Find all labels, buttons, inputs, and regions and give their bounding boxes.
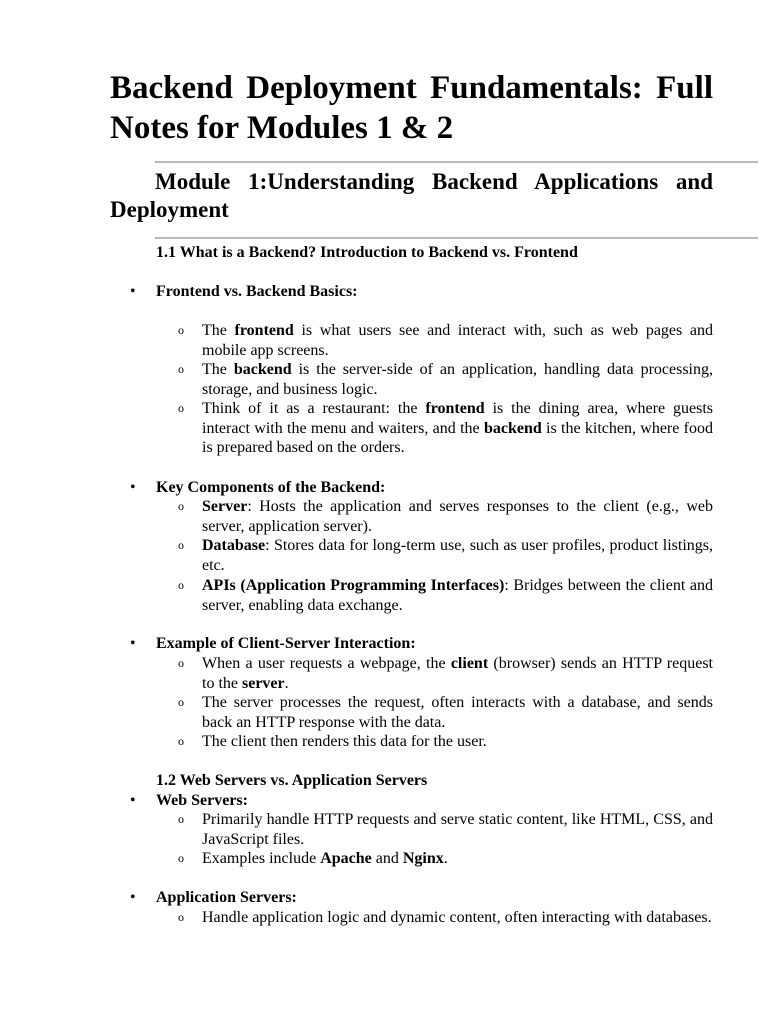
bold-term: Apache	[320, 850, 372, 867]
text-run: is the dining area, where guests interact with the menu and waiters, and the	[202, 400, 714, 437]
bullet-label: Frontend vs. Backend Basics:	[156, 283, 358, 300]
sub-item-text	[202, 849, 713, 869]
text-run: Primarily handle HTTP requests and serve static content, like HTML, CSS, and JavaScript files.	[202, 811, 713, 848]
document-title: Backend Deployment Fundamentals: Full Notes for Modules 1 & 2	[110, 70, 713, 146]
text-run: .	[443, 850, 448, 867]
bullet-label: Application Servers:	[156, 889, 297, 906]
sub-item-text	[202, 321, 713, 360]
sub-bullet-marker: o	[178, 656, 184, 670]
bold-term: backend	[233, 361, 292, 378]
sub-item-text	[202, 732, 713, 752]
text-run: The client then renders this data for the user.	[202, 733, 487, 750]
sub-bullet-marker: o	[178, 538, 184, 552]
heading-rule-top	[155, 161, 758, 163]
bold-term: frontend	[234, 322, 294, 339]
text-run: Examples include	[202, 850, 321, 867]
text-run: is the server-side of an application, handling data processing, storage, and business logic.	[202, 361, 714, 398]
sub-item-text	[202, 360, 713, 399]
bullet-label: Web Servers:	[156, 792, 248, 809]
sub-item-text	[202, 908, 713, 928]
sub-bullet-marker: o	[178, 851, 184, 865]
bold-term: Nginx	[402, 850, 444, 867]
bullet-marker: •	[130, 635, 136, 652]
bold-term: backend	[483, 419, 542, 437]
sub-bullet-marker: o	[178, 695, 184, 709]
sub-bullet-marker: o	[178, 362, 184, 376]
text-run: is the kitchen, where food is prepared based on the orders.	[202, 419, 713, 457]
text-run: .	[284, 674, 289, 692]
text-run: Think of it as a restaurant: the	[202, 400, 426, 417]
bold-term: frontend	[425, 400, 485, 417]
bold-term: Server	[202, 498, 248, 515]
sub-item-text	[202, 576, 713, 615]
section-heading-1-1: 1.1 What is a Backend? Introduction to Backend vs. Frontend	[156, 244, 578, 261]
text-run: The	[202, 361, 234, 378]
text-run: : Bridges between the client and server, enabling data exchange.	[202, 577, 713, 614]
sub-item-text	[202, 810, 713, 849]
text-run: The	[202, 322, 235, 339]
sub-item-text	[202, 497, 713, 536]
bold-term: server	[242, 674, 285, 692]
bold-term: APIs (Application Programming Interfaces)	[202, 577, 505, 594]
sub-bullet-marker: o	[178, 734, 184, 748]
section-heading-1-2: 1.2 Web Servers vs. Application Servers	[156, 772, 428, 789]
sub-bullet-marker: o	[178, 401, 184, 415]
bullet-marker: •	[130, 283, 136, 300]
bullet-marker: •	[130, 479, 136, 496]
text-run: When a user requests a webpage, the	[202, 655, 451, 672]
bullet-marker: •	[130, 889, 136, 906]
sub-item-text	[202, 536, 713, 575]
bold-term: Database	[202, 537, 266, 554]
sub-bullet-marker: o	[178, 323, 184, 337]
text-run: (browser) sends an HTTP request to the	[202, 655, 713, 692]
sub-item-text	[202, 654, 713, 693]
text-run: is what users see and interact with, such as web pages and mobile app screens.	[202, 322, 714, 359]
sub-bullet-marker: o	[178, 499, 184, 513]
bold-term: client	[450, 655, 489, 672]
sub-item-text	[202, 693, 713, 732]
text-run: The server processes the request, often interacts with a database, and sends back an HTTP response with the data.	[202, 694, 713, 731]
sub-bullet-marker: o	[178, 578, 184, 592]
sub-bullet-marker: o	[178, 812, 184, 826]
bullet-label: Key Components of the Backend:	[156, 479, 386, 496]
text-run: and	[371, 850, 403, 867]
text-run: : Hosts the application and serves responses to the client (e.g., web server, application server).	[202, 498, 713, 535]
heading-rule-bottom	[155, 237, 758, 239]
sub-item-text	[202, 399, 713, 458]
text-run: Handle application logic and dynamic content, often interacting with databases.	[202, 909, 712, 926]
sub-bullet-marker: o	[178, 910, 184, 924]
text-run: : Stores data for long-term use, such as user profiles, product listings, etc.	[202, 537, 713, 574]
bullet-marker: •	[130, 792, 136, 809]
bullet-label: Example of Client-Server Interaction:	[156, 635, 416, 652]
module-1-heading: Module 1:Understanding Backend Applications and Deployment	[110, 169, 713, 222]
